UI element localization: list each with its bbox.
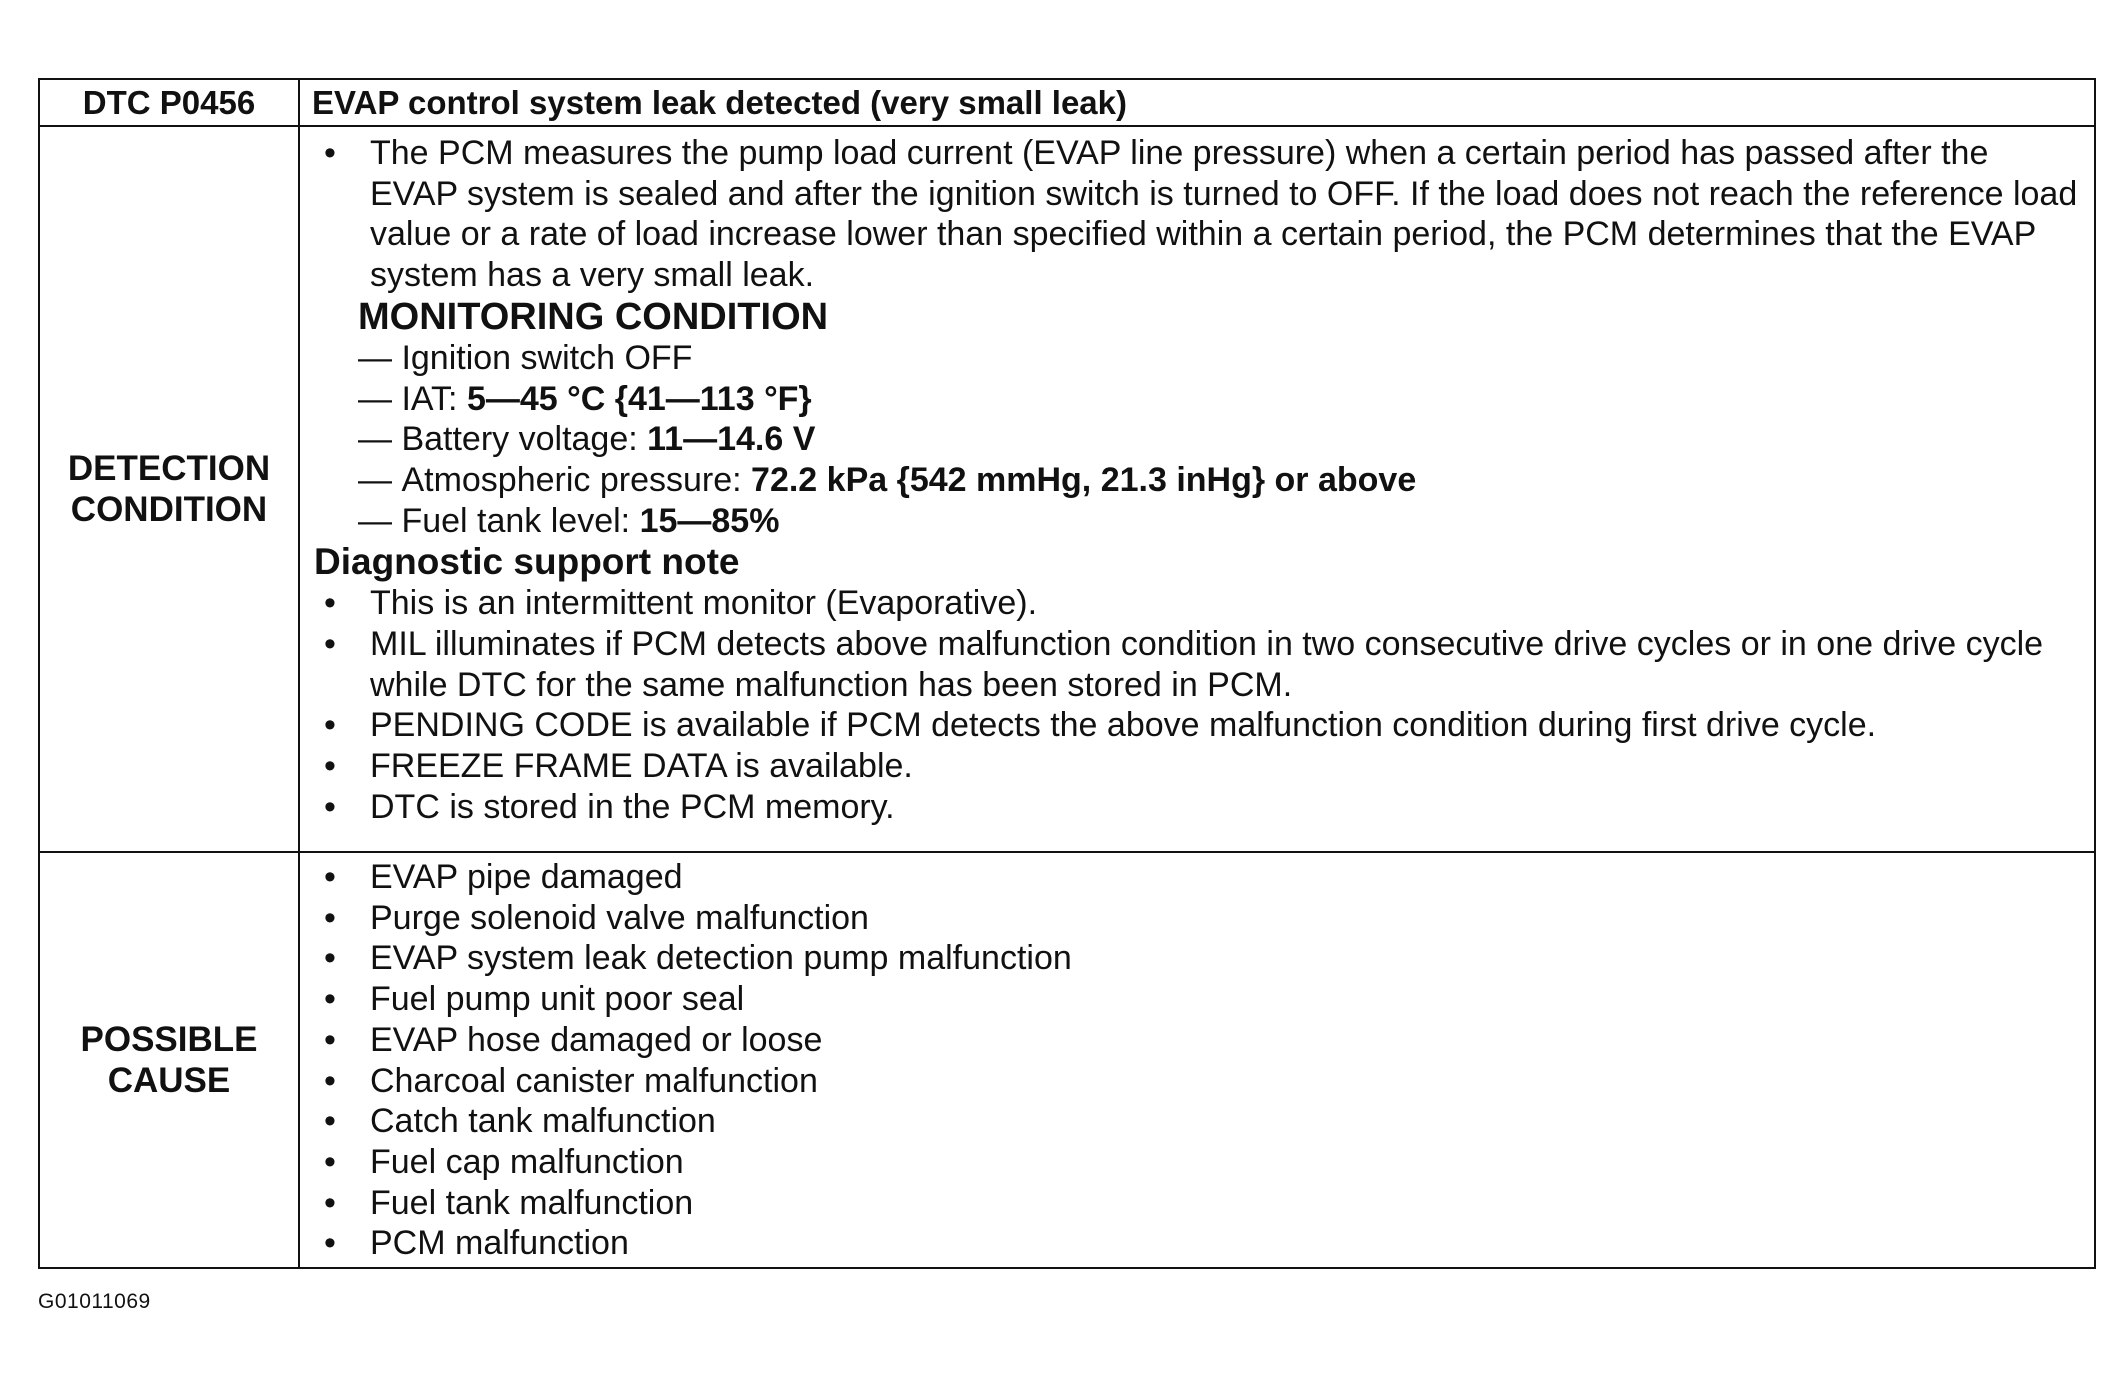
detection-condition-content xyxy=(299,126,2095,852)
possible-cause-label xyxy=(39,852,299,1268)
monitoring-item-label: Atmospheric pressure: xyxy=(401,460,752,499)
cause-item: • Fuel cap malfunction xyxy=(312,1142,2084,1183)
possible-cause-content xyxy=(299,852,2095,1268)
cause-item: • Fuel pump unit poor seal xyxy=(312,979,2084,1020)
diagnostic-note-list xyxy=(312,583,2084,827)
monitoring-item xyxy=(358,379,2084,420)
possible-cause-list xyxy=(312,857,2084,1264)
monitoring-item-label: Battery voltage: xyxy=(401,420,648,459)
monitoring-item xyxy=(358,501,2084,542)
diagnostic-note-item: • DTC is stored in the PCM memory. xyxy=(312,787,2084,828)
detection-description-list xyxy=(312,133,2084,296)
detection-condition-row xyxy=(39,126,2095,852)
monitoring-item-label: Ignition switch OFF xyxy=(401,338,693,377)
diagnostic-note-heading: Diagnostic support note xyxy=(314,541,740,583)
dtc-code: DTC P0456 xyxy=(39,79,299,126)
dtc-table xyxy=(38,78,2096,1269)
cause-item: • EVAP hose damaged or loose xyxy=(312,1020,2084,1061)
diagnostic-note-item: • This is an intermittent monitor (Evaporative). xyxy=(312,583,2084,624)
diagnostic-note-item: • MIL illuminates if PCM detects above malfunction condition in two consecutive drive cycles or in one drive cycle while DTC for the same malfunction has been stored in PCM. xyxy=(312,624,2084,705)
monitoring-item-value: 5—45 °C {41—113 °F} xyxy=(466,379,812,418)
monitoring-item xyxy=(358,460,2084,501)
cause-item: • Charcoal canister malfunction xyxy=(312,1061,2084,1102)
cause-item: • PCM malfunction xyxy=(312,1223,2084,1264)
detection-label-line1: DETECTION xyxy=(67,449,271,488)
cause-item: • EVAP system leak detection pump malfunction xyxy=(312,938,2084,979)
cause-item: • Purge solenoid valve malfunction xyxy=(312,898,2084,939)
cause-label-line2: CAUSE xyxy=(107,1061,231,1100)
cause-item: • Fuel tank malfunction xyxy=(312,1183,2084,1224)
monitoring-item-value: 72.2 kPa {542 mmHg, 21.3 inHg} or above xyxy=(751,460,1417,499)
monitoring-item xyxy=(358,419,2084,460)
diagnostic-note-item: • FREEZE FRAME DATA is available. xyxy=(312,746,2084,787)
monitoring-item-label: Fuel tank level: xyxy=(401,501,640,540)
monitoring-condition-list xyxy=(312,338,2084,542)
cause-label-line1: POSSIBLE xyxy=(80,1020,258,1059)
monitoring-item-label: IAT: xyxy=(401,379,467,418)
cause-item: • EVAP pipe damaged xyxy=(312,857,2084,898)
dtc-title: EVAP control system leak detected (very small leak) xyxy=(299,79,2095,126)
monitoring-item-value: 15—85% xyxy=(639,501,780,540)
monitoring-item xyxy=(358,338,2084,379)
possible-cause-row xyxy=(39,852,2095,1268)
monitoring-item-value: 11—14.6 V xyxy=(647,420,816,459)
monitoring-condition-heading: MONITORING CONDITION xyxy=(358,295,829,338)
cause-item: • Catch tank malfunction xyxy=(312,1101,2084,1142)
header-row xyxy=(39,79,2095,126)
detection-condition-label xyxy=(39,126,299,852)
diagnostic-note-item: • PENDING CODE is available if PCM detects the above malfunction condition during first drive cycle. xyxy=(312,705,2084,746)
figure-id: G01011069 xyxy=(38,1290,151,1313)
detection-description: • The PCM measures the pump load current (EVAP line pressure) when a certain period has passed after the EVAP system is sealed and after the ignition switch is turned to OFF. If the load does not reach the reference load value or a rate of load increase lower than specified within a certain period, the PCM determines that the EVAP system has a very small leak. xyxy=(312,133,2084,296)
detection-label-line2: CONDITION xyxy=(70,490,268,529)
